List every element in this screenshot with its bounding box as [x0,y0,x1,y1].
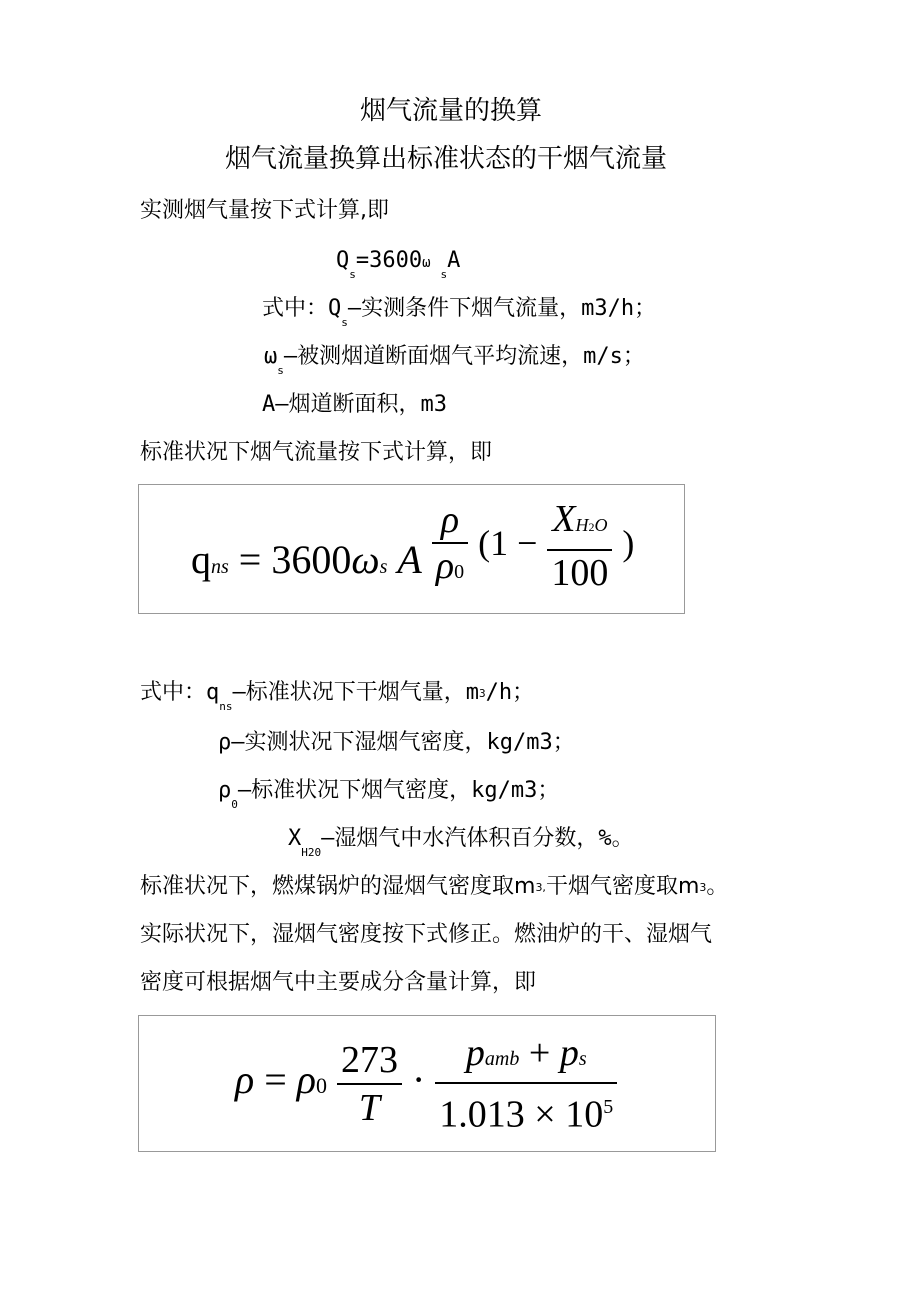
page-title: 烟气流量的换算 [360,96,543,126]
definition-area: A—烟道断面积，m3 [262,392,447,417]
definition-qs: 式中：$Q_s—$实测条件下烟气流量，m3/h； [262,296,657,329]
definition-rho0: $\rho_0—$标准状况下烟气密度，kg/m3； [218,778,560,811]
formula-rho: ρ = ρ0 $\frac{273}{T}$ · $\frac{\text{pamb + ps}}{1.013 \times 10^5}$ [235,1030,617,1138]
paragraph-3: 标准状况下，燃煤锅炉的湿烟气密度取m3,干烟气密度取m3。 [140,874,729,899]
paragraph-5: 密度可根据烟气中主要成分含量计算，即 [140,970,537,995]
definition-ws: $\omega_s—$被测烟道断面烟气平均流速，m/s； [264,344,645,377]
paragraph-2: 标准状况下烟气流量按下式计算，即 [140,440,493,465]
paragraph-4: 实际状况下，湿烟气密度按下式修正。燃油炉的干、湿烟气 [140,922,713,947]
formula-box-rho [138,1015,716,1152]
paragraph-1: 实测烟气量按下式计算,即 [140,198,389,223]
definition-rho: ρ—实测状况下湿烟气密度，kg/m3； [218,730,575,755]
definition-xh2o: $X_{H20}—$湿烟气中水汽体积百分数，%。 [288,826,634,859]
formula-box-qns [138,484,685,614]
definition-qns: 式中：$q_{ns}—$标准状况下干烟气量，m3/h； [140,680,535,713]
page-subtitle: 烟气流量换算出标准状态的干烟气流量 [225,144,668,174]
formula-qns: qns = 3600ωs A $\frac{\rho}{\rho 0}$ (1 − $\frac{XH2O}{100}$ ) [191,498,635,594]
equation-qs: $Q_s=3600\omega_sA$ [336,248,461,281]
